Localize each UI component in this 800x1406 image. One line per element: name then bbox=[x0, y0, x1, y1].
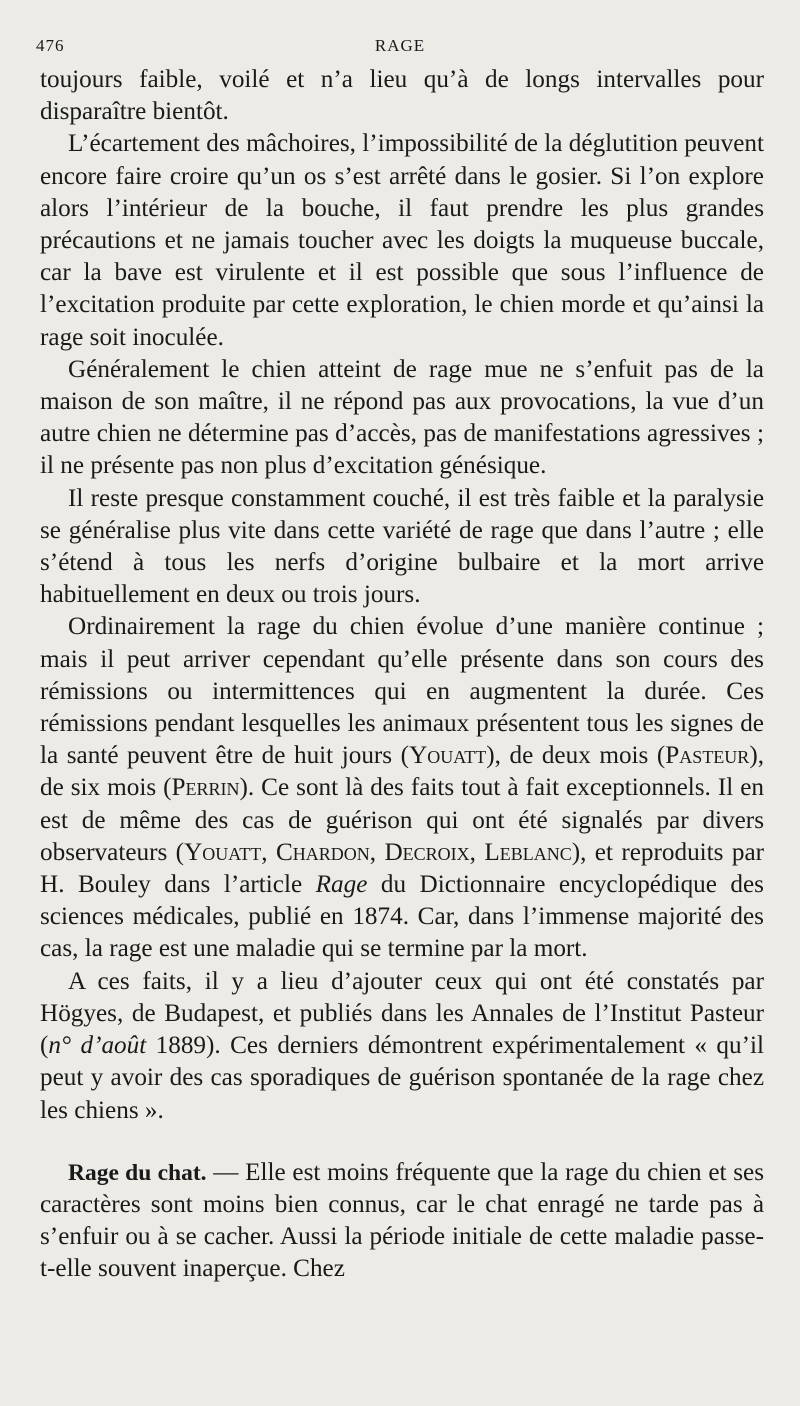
body-text bbox=[40, 64, 764, 1286]
author-name: Youatt bbox=[409, 742, 487, 770]
text-run: ), de deux mois ( bbox=[486, 742, 666, 770]
paragraph: toujours faible, voilé et n’a lieu qu’à de longs intervalles pour disparaître bientôt. bbox=[40, 66, 764, 126]
text-run: ). Ce sont là des faits tout à fait exceptionnels. Il en est de même des cas de guérison qui ont été signalés par divers observateurs ( bbox=[40, 774, 764, 866]
author-name: Leblanc bbox=[484, 838, 572, 866]
paragraph bbox=[40, 611, 764, 965]
text-run: ), de six mois ( bbox=[40, 742, 764, 802]
text-run: Ordinairement la rage du chien évolue d’une manière continue ; mais il peut arriver cependant qu’elle présente dans son cours des rémissions ou intermittences qui en augmentent la durée. Ces rémissions pendant lesquelles les animaux présentent tous les signes de la santé peuvent être de huit jours ( bbox=[40, 613, 764, 770]
paragraph bbox=[40, 966, 764, 1127]
paragraph: Il reste presque constamment couché, il est très faible et la paralysie se généralise plus vite dans cette variété de rage que dans l’autre ; elle s’étend à tous les nerfs d’origine bulbaire et la mort arrive habituellement en deux ou trois jours. bbox=[40, 484, 764, 609]
running-title: RAGE bbox=[374, 36, 426, 55]
text-run: , bbox=[261, 838, 276, 866]
text-run: , bbox=[369, 838, 385, 866]
page-number: 476 bbox=[36, 36, 65, 55]
author-name: Perrin bbox=[171, 774, 240, 802]
paragraph: L’écartement des mâchoires, l’impossibilité de la déglutition peuvent encore faire croire qu’un os s’est arrêté dans le gosier. Si l’on explore alors l’intérieur de la bouche, il faut prendre les plus grandes précautions et ne jamais toucher avec les doigts la muqueuse buccale, car la bave est virulente et il est possible que sous l’influence de l’excitation produite par cette exploration, le chien morde et qu’ainsi la rage soit inoculée. bbox=[40, 130, 764, 351]
paragraph: Généralement le chien atteint de rage mue ne s’enfuit pas de la maison de son maître, il ne répond pas aux provocations, la vue d’un autre chien ne détermine pas d’accès, pas de manifestations agressives ; il ne présente pas non plus d’excitation génésique. bbox=[40, 355, 764, 480]
author-name: Decroix bbox=[384, 838, 470, 866]
author-name: Pasteur bbox=[665, 742, 750, 770]
text-run: du Dictionnaire encyclopédique des sciences médicales, publié en 1874. Car, dans l’immense majorité des cas, la rage est une maladie qui se termine par la mort. bbox=[40, 871, 764, 963]
italic-title: Rage bbox=[315, 871, 368, 899]
author-name: Chardon bbox=[275, 838, 370, 866]
text-run: ), et reproduits par H. Bouley dans l’article bbox=[40, 838, 765, 899]
text-run: , bbox=[469, 838, 485, 866]
text-run: Elle est moins fréquente que la rage du chien et ses caractères sont moins bien connus, car le chat enragé ne tarde pas à s’enfuir ou à se cacher. Aussi la période initiale de cette maladie passe-t-elle souvent inaperçue. Chez bbox=[40, 1158, 765, 1283]
section-gap bbox=[40, 1127, 764, 1157]
text-run: 1889). Ces derniers démontrent expérimentalement « qu’il peut y avoir des cas sporadiques de guérison spontanée de la rage chez les chiens ». bbox=[40, 1032, 764, 1124]
running-head bbox=[36, 30, 760, 62]
section-heading: Rage du chat. bbox=[68, 1159, 207, 1186]
italic-reference: n° d’août bbox=[48, 1032, 147, 1060]
text-run: A ces faits, il y a lieu d’ajouter ceux qui ont été constatés par Högyes, de Budapest, et publiés dans les Annales de l’Institut Pasteur ( bbox=[40, 967, 764, 1060]
author-name: Youatt bbox=[184, 838, 262, 866]
paragraph bbox=[40, 1157, 764, 1286]
text-run: — bbox=[206, 1158, 246, 1186]
